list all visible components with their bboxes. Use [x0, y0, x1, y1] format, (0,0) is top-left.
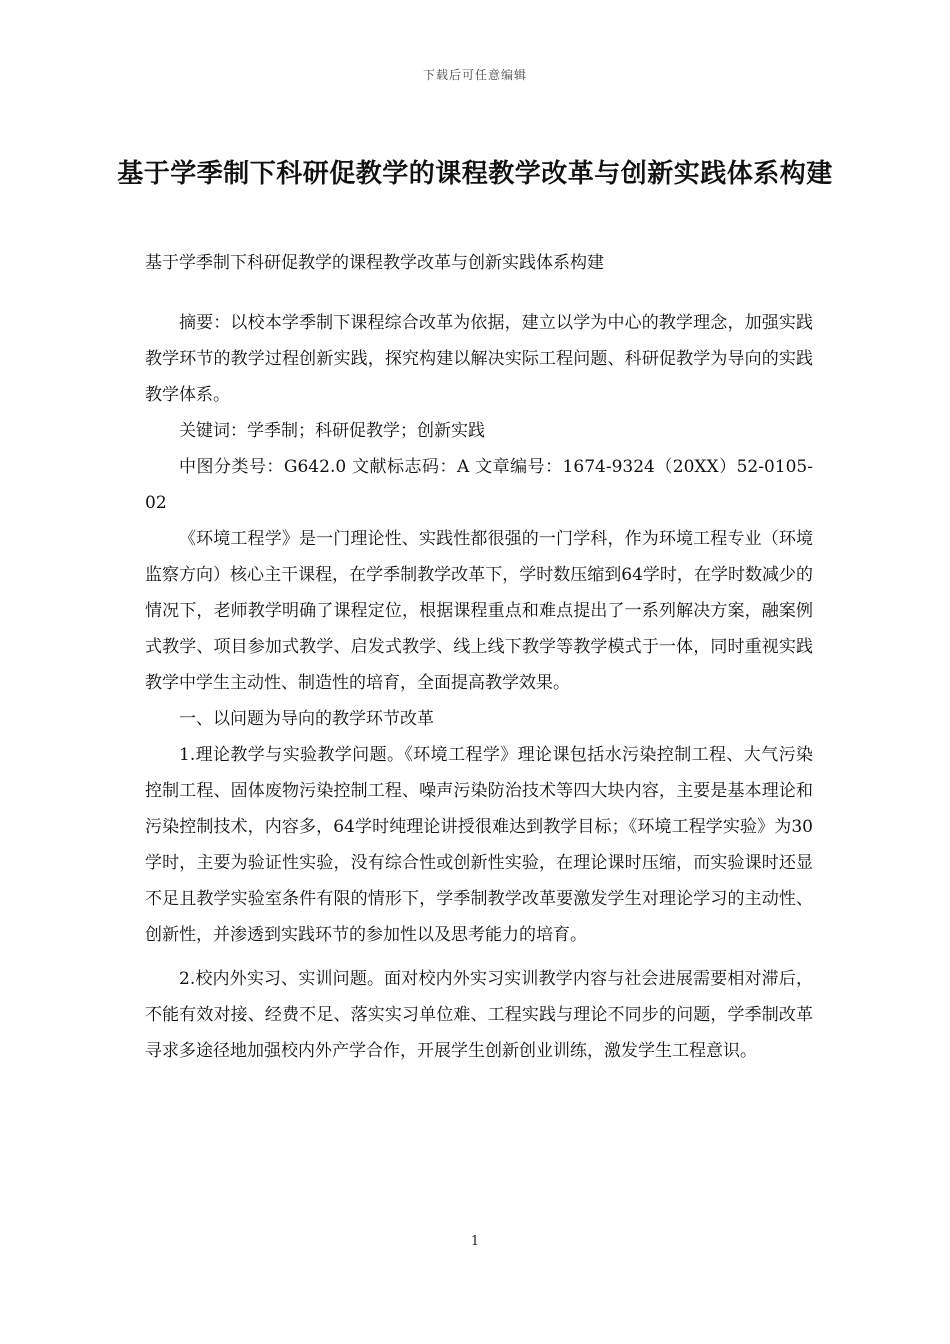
item-2-paragraph: 2.校内外实习、实训问题。面对校内外实习实训教学内容与社会进展需要相对滞后，不能有效对接、经费不足、落实实习单位难、工程实践与理论不同步的问题，学季制改革寻求多途径地加强校内外产学合作，开展学生创新创业训练，激发学生工程意识。 — [145, 969, 813, 1061]
abstract-paragraph: 摘要：以校本学季制下课程综合改革为依据，建立以学为中心的教学理念，加强实践教学环节的教学过程创新实践，探究构建以解决实际工程问题、科研促教学为导向的实践教学体系。 — [145, 313, 813, 405]
document-body — [145, 245, 813, 1069]
intro-paragraph: 《环境工程学》是一门理论性、实践性都很强的一门学科，作为环境工程专业（环境监察方向）核心主干课程，在学季制教学改革下，学时数压缩到64学时，在学时数减少的情况下，老师教学明确了课程定位，根据课程重点和难点提出了一系列解决方案，融案例式教学、项目参加式教学、启发式教学、线上线下教学等教学模式于一体，同时重视实践教学中学生主动性、制造性的培育，全面提高教学效果。 — [145, 529, 813, 693]
page-header-note: 下载后可任意编辑 — [422, 68, 527, 82]
keywords-line: 关键词：学季制；科研促教学；创新实践 — [179, 421, 485, 441]
item-1-paragraph: 1.理论教学与实验教学问题。《环境工程学》理论课包括水污染控制工程、大气污染控制工程、固体废物污染控制工程、噪声污染防治技术等四大块内容，主要是基本理论和污染控制技术，内容多，64学时纯理论讲授很难达到教学目标；《环境工程学实验》为30学时，主要为验证性实验，没有综合性或创新性实验，在理论课时压缩，而实验课时还显不足且教学实验室条件有限的情形下，学季制教学改革要激发学生对理论学习的主动性、创新性，并渗透到实践环节的参加性以及思考能力的培育。 — [145, 745, 813, 945]
section-heading-1: 一、以问题为导向的教学环节改革 — [179, 709, 434, 729]
classification-line: 中图分类号：G642.0 文献标志码：A 文章编号：1674-9324（20XX）52-0105-02 — [145, 457, 813, 513]
document-subtitle: 基于学季制下科研促教学的课程教学改革与创新实践体系构建 — [145, 253, 604, 273]
document-title: 基于学季制下科研促教学的课程教学改革与创新实践体系构建 — [117, 159, 833, 189]
page-number: 1 — [470, 1234, 480, 1249]
